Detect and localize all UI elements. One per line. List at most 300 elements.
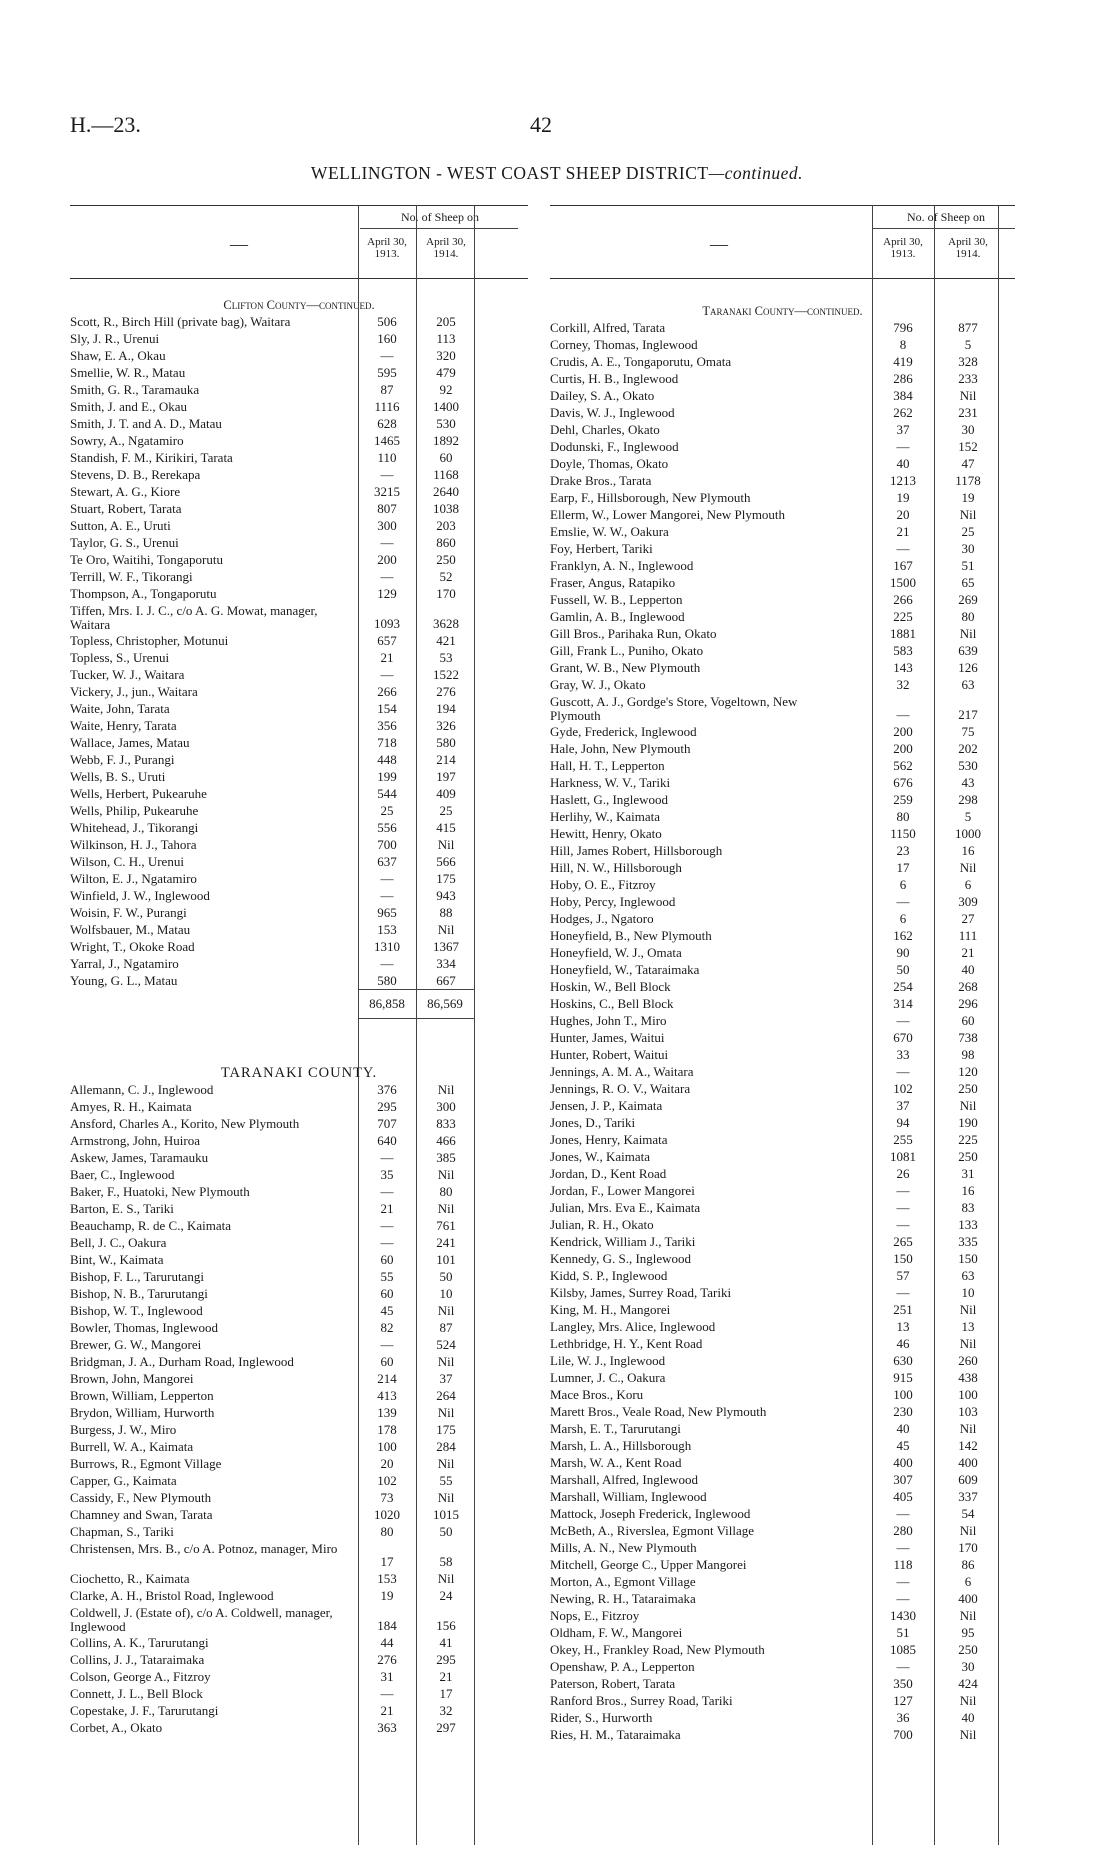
table-row <box>70 1081 528 1098</box>
entry-name: Hoskins, C., Bell Block <box>550 996 674 1011</box>
table-row <box>70 1404 528 1421</box>
sheep-1913: 80 <box>896 809 910 824</box>
sheep-1913: 143 <box>893 660 913 675</box>
sheep-1914: 479 <box>436 365 456 380</box>
page-title <box>0 163 1114 184</box>
sheep-1913: — <box>896 1506 910 1521</box>
entry-name: Askew, James, Taramauku <box>70 1150 209 1165</box>
entry-name: Lumner, J. C., Oakura <box>550 1370 666 1385</box>
entry-name: Bint, W., Kaimata <box>70 1252 164 1267</box>
sheep-1914: 6 <box>964 1574 972 1589</box>
table-row <box>550 723 1015 740</box>
sheep-1913: 1500 <box>890 575 916 590</box>
entry-name: Jordan, F., Lower Mangorei <box>550 1183 695 1198</box>
title-main: WELLINGTON - WEST COAST SHEEP DISTRICT <box>310 163 709 183</box>
sheep-1913: 266 <box>377 684 397 699</box>
entry-name: Lethbridge, H. Y., Kent Road <box>550 1336 703 1351</box>
sheep-1913: 676 <box>893 775 913 790</box>
entry-name: Amyes, R. H., Kaimata <box>70 1099 192 1114</box>
sheep-1914: 197 <box>436 769 456 784</box>
sheep-1913: 583 <box>893 643 913 658</box>
table-row <box>70 955 528 972</box>
sheep-1914: Nil <box>959 1098 977 1113</box>
sheep-1914: Nil <box>959 1336 977 1351</box>
sheep-1914: 530 <box>958 758 978 773</box>
entry-name: Bishop, W. T., Inglewood <box>70 1303 203 1318</box>
table-row <box>70 1115 528 1132</box>
sheep-1914: Nil <box>959 507 977 522</box>
entry-name: Rider, S., Hurworth <box>550 1710 653 1725</box>
sheep-1914: 214 <box>436 752 456 767</box>
total-1913: 86,858 <box>369 996 405 1011</box>
sheep-1914: 580 <box>436 735 456 750</box>
sheep-1913: — <box>380 871 394 886</box>
sheep-1914: 25 <box>961 524 975 539</box>
table-row <box>70 568 528 585</box>
table-row <box>70 415 528 432</box>
sheep-1913: 1093 <box>374 616 400 631</box>
sheep-1914: 47 <box>961 456 975 471</box>
table-row <box>70 785 528 802</box>
sheep-1914: 103 <box>958 1404 978 1419</box>
sheep-1913: 150 <box>893 1251 913 1266</box>
sheep-1914: Nil <box>437 1201 455 1216</box>
sheep-1913: 129 <box>377 586 397 601</box>
table-row <box>550 825 1015 842</box>
sheep-1914: 21 <box>439 1669 453 1684</box>
sheep-1914: Nil <box>437 1354 455 1369</box>
sheep-1913: 51 <box>896 1625 910 1640</box>
sheep-1914: 524 <box>436 1337 456 1352</box>
table-row <box>550 1012 1015 1029</box>
table-row <box>550 1437 1015 1454</box>
sheep-1914: 92 <box>439 382 453 397</box>
entry-name: Copestake, J. F., Tarurutangi <box>70 1703 219 1718</box>
sheep-1914: 52 <box>439 569 453 584</box>
sheep-1914: Nil <box>437 1167 455 1182</box>
sheep-1914: 761 <box>436 1218 456 1233</box>
right-column <box>550 205 1015 1743</box>
sheep-1913: — <box>380 1686 394 1701</box>
sheep-1914: 86 <box>961 1557 975 1572</box>
table-row <box>550 1488 1015 1505</box>
sheep-1913: 73 <box>380 1490 394 1505</box>
table-row <box>550 1335 1015 1352</box>
sheep-1913: 8 <box>899 337 907 352</box>
table-row <box>550 353 1015 370</box>
sheep-1913: 266 <box>893 592 913 607</box>
table-row <box>550 693 1015 723</box>
sheep-1913: 19 <box>896 490 910 505</box>
sheep-1913: 384 <box>893 388 913 403</box>
table-row <box>550 472 1015 489</box>
section-heading: Taranaki County—continued. <box>702 304 863 318</box>
table-row <box>550 676 1015 693</box>
entry-name: Doyle, Thomas, Okato <box>550 456 669 471</box>
sheep-1914: 424 <box>958 1676 978 1691</box>
table-row <box>70 700 528 717</box>
sheep-1914: 88 <box>439 905 453 920</box>
sheep-1913: — <box>896 1013 910 1028</box>
entry-name: Allemann, C. J., Inglewood <box>70 1082 214 1097</box>
table-row <box>70 938 528 955</box>
table-row <box>70 534 528 551</box>
table-row <box>550 1063 1015 1080</box>
sheep-1914: 133 <box>958 1217 978 1232</box>
sheep-1914: 5 <box>964 337 972 352</box>
table-row <box>550 1522 1015 1539</box>
entry-name: Coldwell, J. (Estate of), c/o A. Coldwell, manager, Inglewood <box>70 1605 333 1634</box>
sheep-1914: 100 <box>958 1387 978 1402</box>
sheep-1914: 639 <box>958 643 978 658</box>
sheep-1914: 297 <box>436 1720 456 1735</box>
sheep-1913: — <box>896 1591 910 1606</box>
entry-name: Openshaw, P. A., Lepperton <box>550 1659 695 1674</box>
sheep-1914: 3628 <box>433 616 459 631</box>
entry-name: Gill Bros., Parihaka Run, Okato <box>550 626 717 641</box>
sheep-1914: 833 <box>436 1116 456 1131</box>
sheep-1914: 24 <box>439 1588 453 1603</box>
table-row <box>70 449 528 466</box>
table-row <box>550 421 1015 438</box>
sheep-1913: — <box>380 888 394 903</box>
sheep-1914: 75 <box>961 724 975 739</box>
sheep-1913: 295 <box>377 1099 397 1114</box>
sheep-1913: 595 <box>377 365 397 380</box>
sheep-1914: 1000 <box>955 826 981 841</box>
sheep-1913: 630 <box>893 1353 913 1368</box>
entry-name: Morton, A., Egmont Village <box>550 1574 696 1589</box>
entry-name: Drake Bros., Tarata <box>550 473 652 488</box>
table-row <box>70 887 528 904</box>
entry-name: Ansford, Charles A., Korito, New Plymouth <box>70 1116 300 1131</box>
sheep-1914: 10 <box>961 1285 975 1300</box>
sheep-1913: — <box>896 1285 910 1300</box>
sheep-1913: 1213 <box>890 473 916 488</box>
sheep-1913: — <box>896 1574 910 1589</box>
sheep-1914: 27 <box>961 911 975 926</box>
table-row <box>550 944 1015 961</box>
entry-name: Ciochetto, R., Kaimata <box>70 1571 190 1586</box>
entry-name: Bowler, Thomas, Inglewood <box>70 1320 218 1335</box>
sheep-1913: 1430 <box>890 1608 916 1623</box>
entry-name: Jennings, R. O. V., Waitara <box>550 1081 691 1096</box>
sheep-1914: 150 <box>958 1251 978 1266</box>
sheep-1914: 13 <box>961 1319 975 1334</box>
sheep-1914: 65 <box>961 575 975 590</box>
table-row <box>70 1098 528 1115</box>
entry-name: Young, G. L., Matau <box>70 973 178 988</box>
sheep-1914: Nil <box>959 1302 977 1317</box>
sheep-1914: 295 <box>436 1652 456 1667</box>
entry-name: Colson, George A., Fitzroy <box>70 1669 211 1684</box>
table-row <box>550 557 1015 574</box>
sheep-1913: 544 <box>377 786 397 801</box>
sheep-1914: 83 <box>961 1200 975 1215</box>
sheep-1913: 19 <box>380 1588 394 1603</box>
left-table-head <box>70 205 528 279</box>
sheep-1913: 127 <box>893 1693 913 1708</box>
table-row <box>550 438 1015 455</box>
sheep-1913: 259 <box>893 792 913 807</box>
sheep-1913: — <box>380 1337 394 1352</box>
table-row <box>70 734 528 751</box>
table-row <box>70 1523 528 1540</box>
table-row <box>70 1285 528 1302</box>
sheep-1914: 438 <box>958 1370 978 1385</box>
sheep-1913: 1150 <box>890 826 916 841</box>
table-row <box>550 1352 1015 1369</box>
sheep-1914: 309 <box>958 894 978 909</box>
sheep-1913: 21 <box>380 650 394 665</box>
sheep-1913: 405 <box>893 1489 913 1504</box>
entry-name: Jennings, A. M. A., Waitara <box>550 1064 694 1079</box>
sheep-1914: 156 <box>436 1618 456 1633</box>
table-row <box>550 1029 1015 1046</box>
entry-name: Terrill, W. F., Tikorangi <box>70 569 193 584</box>
table-row <box>70 347 528 364</box>
right-head-group: No. of Sheep on <box>907 210 985 224</box>
sheep-1913: 33 <box>896 1047 910 1062</box>
entry-name: Wells, Philip, Pukearuhe <box>70 803 199 818</box>
sheep-1913: — <box>380 535 394 550</box>
table-row <box>70 1587 528 1604</box>
sheep-1914: 142 <box>958 1438 978 1453</box>
entry-name: Bridgman, J. A., Durham Road, Inglewood <box>70 1354 294 1369</box>
entry-name: Julian, R. H., Okato <box>550 1217 654 1232</box>
sheep-1914: 943 <box>436 888 456 903</box>
entry-name: Vickery, J., jun., Waitara <box>70 684 198 699</box>
sheep-1914: Nil <box>437 1405 455 1420</box>
sheep-1913: 118 <box>893 1557 913 1572</box>
sheep-1914: 170 <box>958 1540 978 1555</box>
entry-name: Brown, William, Lepperton <box>70 1388 214 1403</box>
sheep-1913: 280 <box>893 1523 913 1538</box>
entry-name: Webb, F. J., Purangi <box>70 752 175 767</box>
table-row <box>550 1046 1015 1063</box>
entry-name: Earp, F., Hillsborough, New Plymouth <box>550 490 751 505</box>
right-head-dash: — <box>710 234 728 254</box>
sheep-1914: 30 <box>961 422 975 437</box>
table-row <box>550 1165 1015 1182</box>
sheep-1914: 60 <box>439 450 453 465</box>
table-row <box>70 1319 528 1336</box>
sheep-1914: 1892 <box>433 433 459 448</box>
sheep-1913: — <box>896 707 910 722</box>
table-row <box>550 1505 1015 1522</box>
entry-name: Mace Bros., Koru <box>550 1387 644 1402</box>
entry-name: Thompson, A., Tongaporutu <box>70 586 217 601</box>
table-row <box>550 1386 1015 1403</box>
sheep-1914: 51 <box>961 558 975 573</box>
left-table-body <box>70 279 528 1736</box>
sheep-1914: 101 <box>436 1252 456 1267</box>
sheep-1914: 120 <box>958 1064 978 1079</box>
sheep-1914: 63 <box>961 677 975 692</box>
sheep-1914: 41 <box>439 1635 453 1650</box>
sheep-1914: 260 <box>958 1353 978 1368</box>
table-row <box>70 1438 528 1455</box>
sheep-1914: 738 <box>958 1030 978 1045</box>
sheep-1914: 80 <box>961 609 975 624</box>
sheep-1914: 225 <box>958 1132 978 1147</box>
right-head-col2: April 30, 1914. <box>948 236 988 260</box>
sheep-1914: Nil <box>437 922 455 937</box>
entry-name: Brydon, William, Hurworth <box>70 1405 215 1420</box>
table-row <box>70 1234 528 1251</box>
table-row <box>550 927 1015 944</box>
sheep-1913: — <box>896 1217 910 1232</box>
sheep-1914: 55 <box>439 1473 453 1488</box>
table-row <box>550 1131 1015 1148</box>
sheep-1914: 10 <box>439 1286 453 1301</box>
sheep-1913: — <box>380 956 394 971</box>
sheep-1914: Nil <box>437 1456 455 1471</box>
sheep-1913: 276 <box>377 1652 397 1667</box>
entry-name: Armstrong, John, Huiroa <box>70 1133 200 1148</box>
table-row <box>550 910 1015 927</box>
entry-name: Hall, H. T., Lepperton <box>550 758 665 773</box>
sheep-1914: 400 <box>958 1591 978 1606</box>
entry-name: Dehl, Charles, Okato <box>550 422 660 437</box>
entry-name: Hoby, O. E., Fitzroy <box>550 877 656 892</box>
entry-name: Haslett, G., Inglewood <box>550 792 669 807</box>
left-head-group: No. of Sheep on <box>401 210 479 224</box>
sheep-1913: 254 <box>893 979 913 994</box>
table-row <box>550 1471 1015 1488</box>
sheep-1914: Nil <box>437 837 455 852</box>
sheep-1913: 100 <box>377 1439 397 1454</box>
table-row <box>70 1166 528 1183</box>
sheep-1913: 262 <box>893 405 913 420</box>
entry-name: Wilkinson, H. J., Tahora <box>70 837 197 852</box>
entry-name: Wright, T., Okoke Road <box>70 939 195 954</box>
table-row <box>70 1200 528 1217</box>
sheep-1914: 30 <box>961 1659 975 1674</box>
sheep-1914: Nil <box>959 1693 977 1708</box>
table-row <box>70 500 528 517</box>
table-row <box>70 1634 528 1651</box>
table-row <box>70 1217 528 1234</box>
entry-name: Hughes, John T., Miro <box>550 1013 667 1028</box>
sheep-1913: 60 <box>380 1252 394 1267</box>
sheep-1914: 17 <box>439 1686 453 1701</box>
entry-name: Harkness, W. V., Tariki <box>550 775 671 790</box>
table-row <box>70 466 528 483</box>
sheep-1913: — <box>380 569 394 584</box>
sheep-1914: 421 <box>436 633 456 648</box>
table-row <box>550 1607 1015 1624</box>
table-row <box>70 1489 528 1506</box>
sheep-1914: 328 <box>958 354 978 369</box>
sheep-1914: 877 <box>958 320 978 335</box>
sheep-1914: Nil <box>437 1571 455 1586</box>
table-row <box>550 1114 1015 1131</box>
sheep-1914: Nil <box>959 626 977 641</box>
sheep-1913: 350 <box>893 1676 913 1691</box>
entry-name: Davis, W. J., Inglewood <box>550 405 675 420</box>
sheep-1914: 170 <box>436 586 456 601</box>
entry-name: Hodges, J., Ngatoro <box>550 911 654 926</box>
entry-name: Collins, J. J., Tataraimaka <box>70 1652 205 1667</box>
table-row <box>70 972 528 989</box>
sheep-1914: 250 <box>436 552 456 567</box>
table-row <box>70 602 528 632</box>
sheep-1914: 385 <box>436 1150 456 1165</box>
table-row <box>70 836 528 853</box>
sheep-1914: Nil <box>437 1490 455 1505</box>
entry-name: Smith, J. T. and A. D., Matau <box>70 416 222 431</box>
sheep-1913: 154 <box>377 701 397 716</box>
sheep-1913: 562 <box>893 758 913 773</box>
sheep-1914: 98 <box>961 1047 975 1062</box>
sheep-1914: 16 <box>961 1183 975 1198</box>
table-row <box>550 1250 1015 1267</box>
table-row <box>70 1132 528 1149</box>
table-row <box>70 1506 528 1523</box>
sheep-1913: 700 <box>377 837 397 852</box>
entry-name: McBeth, A., Riverslea, Egmont Village <box>550 1523 755 1538</box>
sheep-1914: 284 <box>436 1439 456 1454</box>
table-row <box>550 523 1015 540</box>
entry-name: Langley, Mrs. Alice, Inglewood <box>550 1319 716 1334</box>
sheep-1913: 44 <box>380 1635 394 1650</box>
table-row <box>70 666 528 683</box>
table-row <box>70 1668 528 1685</box>
entry-name: Guscott, A. J., Gordge's Store, Vogeltown, New Plymouth <box>550 694 798 723</box>
sheep-1913: 20 <box>896 507 910 522</box>
table-row <box>550 1692 1015 1709</box>
sheep-1913: 363 <box>377 1720 397 1735</box>
entry-name: Julian, Mrs. Eva E., Kaimata <box>550 1200 701 1215</box>
sheep-1913: 640 <box>377 1133 397 1148</box>
sheep-1913: 94 <box>896 1115 910 1130</box>
entry-name: Brewer, G. W., Mangorei <box>70 1337 202 1352</box>
sheep-1913: 20 <box>380 1456 394 1471</box>
sheep-1914: 60 <box>961 1013 975 1028</box>
sheep-1913: 17 <box>896 860 910 875</box>
table-row <box>70 1387 528 1404</box>
table-row <box>70 819 528 836</box>
sheep-1913: 419 <box>893 354 913 369</box>
table-row <box>70 398 528 415</box>
sheep-1913: — <box>896 1200 910 1215</box>
sheep-1914: Nil <box>959 860 977 875</box>
table-row <box>70 1302 528 1319</box>
sheep-1913: 37 <box>896 1098 910 1113</box>
sheep-1913: 160 <box>377 331 397 346</box>
table-row <box>550 1454 1015 1471</box>
sheep-1914: 268 <box>958 979 978 994</box>
sheep-1913: 162 <box>893 928 913 943</box>
sheep-1913: 21 <box>896 524 910 539</box>
table-row <box>70 1455 528 1472</box>
table-row <box>550 1590 1015 1607</box>
entry-name: Honeyfield, W. J., Omata <box>550 945 682 960</box>
table-row <box>550 1726 1015 1743</box>
table-row <box>70 1651 528 1668</box>
entry-name: Winfield, J. W., Inglewood <box>70 888 210 903</box>
entry-name: Wallace, James, Matau <box>70 735 190 750</box>
table-row <box>70 802 528 819</box>
entry-name: Gill, Frank L., Puniho, Okato <box>550 643 704 658</box>
sheep-1913: 80 <box>380 1524 394 1539</box>
sheep-1913: 580 <box>377 973 397 988</box>
left-head-col2: April 30, 1914. <box>426 236 466 260</box>
table-row <box>70 483 528 500</box>
table-row <box>70 768 528 785</box>
entry-name: Burrows, R., Egmont Village <box>70 1456 222 1471</box>
